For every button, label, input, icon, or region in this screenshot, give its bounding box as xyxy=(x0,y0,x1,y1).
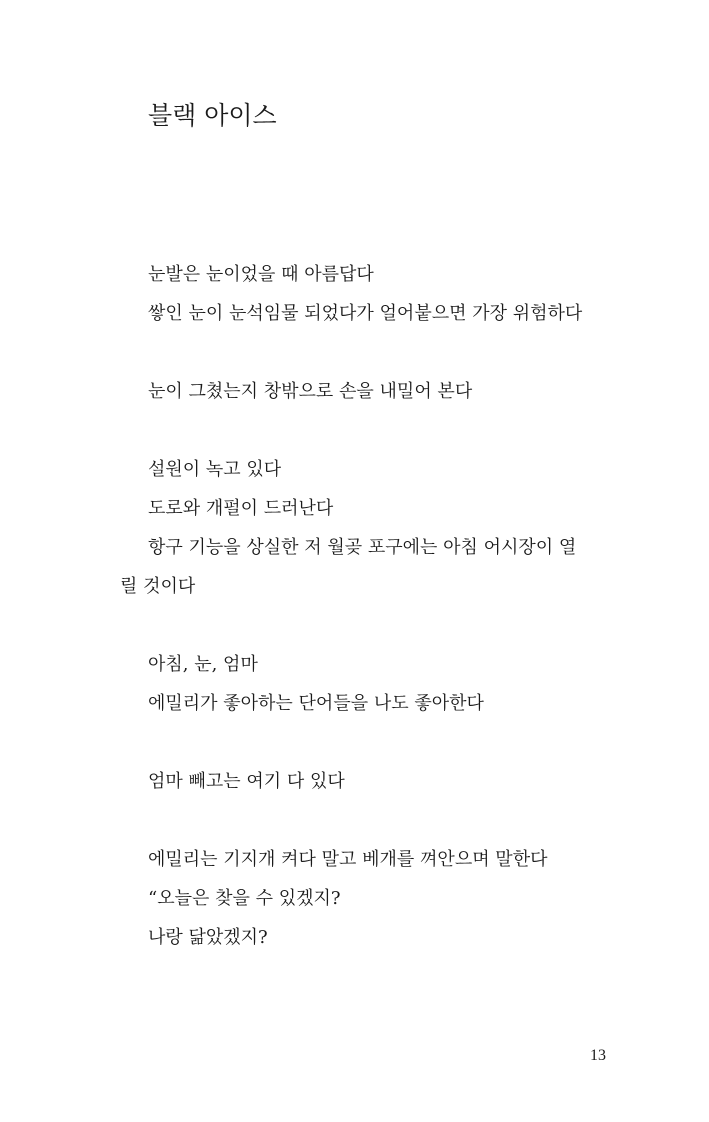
stanza-4 xyxy=(120,645,610,723)
poem-line: 쌓인 눈이 눈석임물 되었다가 얼어붙으면 가장 위험하다 xyxy=(148,303,583,324)
poem-body xyxy=(120,255,610,957)
stanza-break xyxy=(120,723,610,762)
stanza-break xyxy=(120,333,610,372)
stanza-6 xyxy=(120,840,610,957)
stanza-break xyxy=(120,411,610,450)
poem-line: 아침, 눈, 엄마 xyxy=(148,654,258,675)
stanza-3 xyxy=(120,450,610,606)
stanza-break xyxy=(120,801,610,840)
stanza-2 xyxy=(120,372,610,411)
poem-line: 나랑 닮았겠지? xyxy=(148,927,268,948)
stanza-break xyxy=(120,606,610,645)
poem-line: 도로와 개펄이 드러난다 xyxy=(148,498,334,519)
poem-line: 엄마 빼고는 여기 다 있다 xyxy=(148,771,345,792)
stanza-1 xyxy=(120,255,610,333)
stanza-5 xyxy=(120,762,610,801)
poem-line: 에밀리는 기지개 켜다 말고 베개를 껴안으며 말한다 xyxy=(148,849,548,870)
page-number: 13 xyxy=(590,1047,606,1064)
poem-line: 눈발은 눈이었을 때 아름답다 xyxy=(148,264,374,285)
poem-line-continuation: 릴 것이다 xyxy=(120,576,196,597)
poem-line: “오늘은 찾을 수 있겠지? xyxy=(148,888,341,909)
poem-line: 설원이 녹고 있다 xyxy=(148,459,282,480)
poem-title: 블랙 아이스 xyxy=(148,101,277,130)
poem-line: 눈이 그쳤는지 창밖으로 손을 내밀어 본다 xyxy=(148,381,473,402)
poem-line: 에밀리가 좋아하는 단어들을 나도 좋아한다 xyxy=(148,693,484,714)
poem-line: 항구 기능을 상실한 저 월곶 포구에는 아침 어시장이 열 xyxy=(148,537,577,558)
